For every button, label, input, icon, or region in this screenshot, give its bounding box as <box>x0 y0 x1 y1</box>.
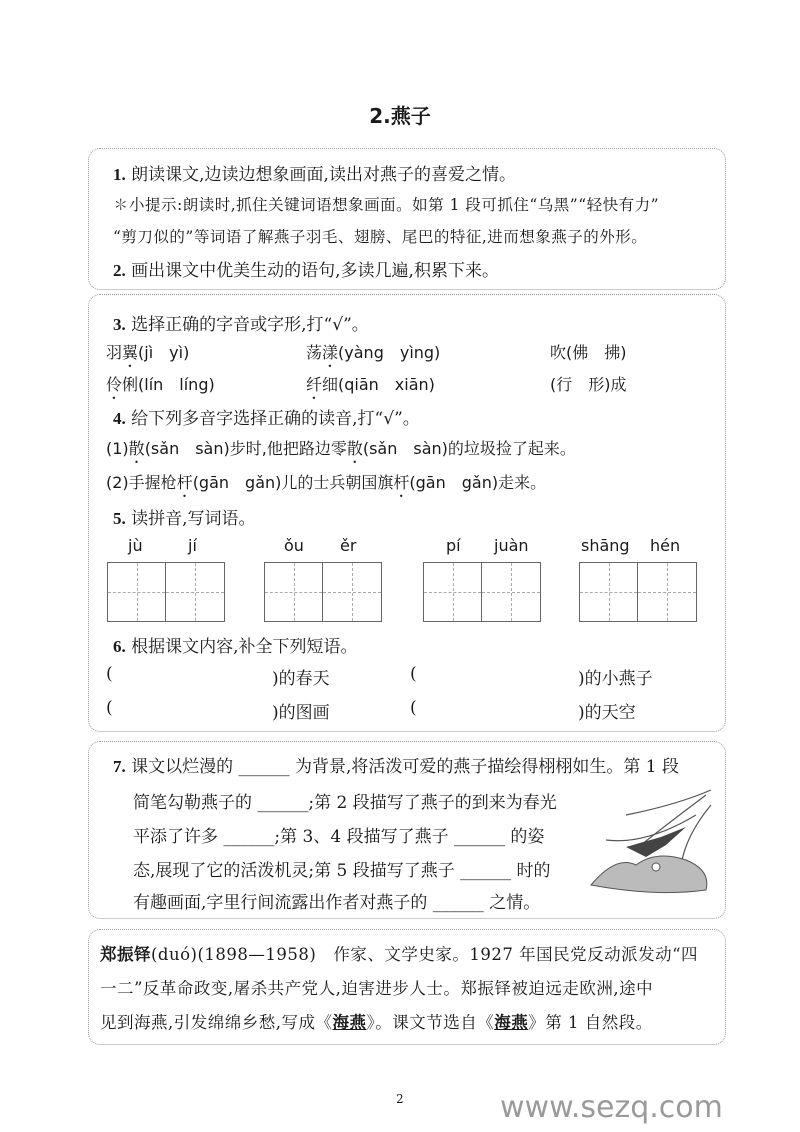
watermark: www.sezq.com <box>500 1090 723 1125</box>
q4-sentence-1[interactable]: (1)散(sǎn sàn)步时,他把路边零散(sǎn sàn)的垃圾捡了起来。 <box>106 439 576 458</box>
question-2: 2. 画出课文中优美生动的语句,多读几遍,积累下来。 <box>113 261 499 281</box>
writing-grid[interactable] <box>264 562 382 622</box>
q3-item-6[interactable]: (行 形)成 <box>550 375 627 394</box>
phrase-blank[interactable]: )的小燕子 <box>578 669 653 689</box>
page-number: 2 <box>396 1092 404 1106</box>
phrase-blank[interactable]: )的天空 <box>578 703 636 723</box>
tip-line-2: “剪刀似的”等词语了解燕子羽毛、翅膀、尾巴的特征,进而想象燕子的外形。 <box>113 228 648 246</box>
pinyin: pí <box>446 536 461 555</box>
question-6: 6. 根据课文内容,补全下列短语。 <box>113 637 358 657</box>
bracket: ( <box>106 664 113 684</box>
bracket: ( <box>410 664 417 684</box>
q7-line[interactable]: 有趣画面,字里行间流露出作者对燕子的 ______ 之情。 <box>133 893 541 913</box>
question-7[interactable]: 7. 课文以烂漫的 ______ 为背景,将活泼可爱的燕子描绘得栩栩如生。第 1 段 <box>113 757 679 777</box>
question-5: 5. 读拼音,写词语。 <box>113 509 256 529</box>
question-1: 1. 朗读课文,边读边想象画面,读出对燕子的喜爱之情。 <box>113 165 516 185</box>
q4-sentence-2[interactable]: (2)手握枪杆(gān gǎn)儿的士兵朝国旗杆(gān gǎn)走来。 <box>106 473 547 492</box>
bracket: ( <box>410 698 417 718</box>
pinyin: hén <box>650 536 681 555</box>
q3-item-3[interactable]: 吹(佛 拂) <box>550 343 627 362</box>
question-3: 3. 选择正确的字音或字形,打“√”。 <box>113 315 369 335</box>
q7-line[interactable]: 简笔勾勒燕子的 ______;第 2 段描写了燕子的到来为春光 <box>133 793 557 813</box>
author-line-3: 见到海燕,引发绵绵乡愁,写成《海燕》。课文节选自《海燕》第 1 自然段。 <box>100 1013 653 1032</box>
writing-grid[interactable] <box>423 562 541 622</box>
pinyin: jù <box>128 536 143 555</box>
q3-item-4[interactable]: 伶俐(lín líng) <box>106 375 215 394</box>
flower-icon: ✽ <box>113 196 130 214</box>
q3-item-2[interactable]: 荡漾(yàng yìng) <box>306 343 441 362</box>
phrase-blank[interactable]: )的图画 <box>272 703 330 723</box>
question-4: 4. 给下列多音字选择正确的读音,打“√”。 <box>113 409 420 429</box>
writing-grid[interactable] <box>579 562 697 622</box>
bracket: ( <box>106 698 113 718</box>
pinyin: jí <box>188 536 197 555</box>
q3-item-5[interactable]: 纤细(qiān xiān) <box>306 375 435 394</box>
q3-item-1[interactable]: 羽翼(jì yì) <box>106 343 190 362</box>
author-line-1: 郑振铎(duó)(1898—1958) 作家、文学史家。1927 年国民党反动派发动“四 <box>100 945 699 964</box>
tip-line-1: ✽小提示:朗读时,抓住关键词语想象画面。如第 1 段可抓住“乌黑”“轻快有力” <box>113 196 660 214</box>
pinyin: ěr <box>340 536 357 555</box>
pinyin: ǒu <box>284 536 304 555</box>
q7-line[interactable]: 态,展现了它的活泼机灵;第 5 段描写了燕子 ______ 时的 <box>133 861 551 881</box>
writing-grid[interactable] <box>107 562 225 622</box>
pinyin: juàn <box>494 536 529 555</box>
pinyin: shāng <box>581 536 630 555</box>
phrase-blank[interactable]: )的春天 <box>272 669 330 689</box>
q7-line[interactable]: 平添了许多 ______;第 3、4 段描写了燕子 ______ 的姿 <box>133 827 545 847</box>
author-line-2: 一二”反革命政变,屠杀共产党人,迫害进步人士。郑振铎被迫远走欧洲,途中 <box>100 979 654 998</box>
lesson-title: 2.燕子 <box>369 104 431 128</box>
swallow-willow-illustration <box>586 785 716 900</box>
